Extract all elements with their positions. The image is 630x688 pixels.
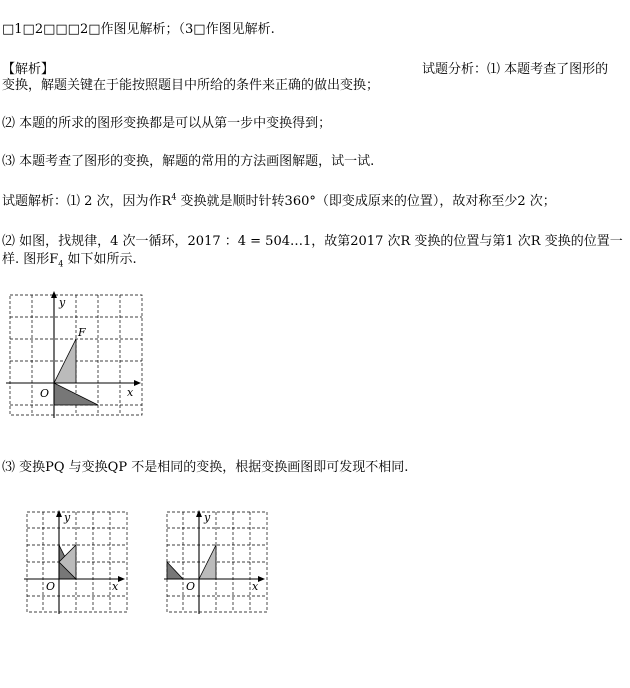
figure-qp	[155, 508, 275, 618]
x-label: x	[127, 386, 134, 399]
f-label: F	[78, 326, 86, 339]
solution-part-2-line-2	[2, 252, 137, 268]
origin-label: O	[186, 580, 196, 593]
figure-qp-right-triangle	[199, 545, 216, 579]
x-label: x	[252, 580, 259, 593]
analysis-line-2: 变换，解题关键在于能按照题目中所给的条件来正确的做出变换；	[2, 78, 380, 93]
y-label: y	[59, 296, 66, 309]
y-axis-arrow	[196, 510, 202, 517]
x-label: x	[112, 580, 119, 593]
analysis-line-3: ⑵ 本题的所求的图形变换都是可以从第一步中变换得到；	[2, 116, 332, 131]
solution-part-1	[2, 194, 556, 210]
solution-part-1-b: 变换就是顺时针转360°（即变成原来的位置），故对称至少2 次；	[176, 194, 556, 209]
solution-part-1-sup: 4	[171, 192, 177, 202]
origin-label: O	[46, 580, 56, 593]
origin-label: O	[40, 387, 50, 400]
analysis-line-4: ⑶ 本题考查了图形的变换，解题的常用的方法画图解题，试一试.	[2, 154, 375, 169]
solution-part-2-sub: 4	[58, 259, 64, 269]
answer-line: □1□2□□□2□作图见解析；（3□作图见解析.	[2, 22, 275, 37]
y-axis-arrow	[56, 510, 62, 517]
solution-part-2-a: 样. 图形F	[2, 252, 59, 267]
analysis-intro: 试题分析：⑴ 本题考查了图形的	[422, 62, 609, 77]
figure-pq	[15, 508, 135, 618]
x-axis-arrow	[134, 380, 141, 386]
solution-part-1-a: 试题解析：⑴ 2 次，因为作R	[2, 194, 172, 209]
x-axis-arrow	[258, 576, 265, 582]
solution-part-3: ⑶ 变换PQ 与变换QP 不是相同的变换，根据变换画图即可发现不相同.	[2, 460, 409, 475]
x-axis-arrow	[118, 576, 125, 582]
solution-part-2-line-1: ⑵ 如图，找规律，4 次一循环，2017 ：4 = 504…1，故第2017 次R 变换的位置与第1 次R 变换的位置一	[2, 234, 623, 249]
solution-part-2-b: 如下如所示.	[63, 252, 137, 267]
y-label: y	[204, 511, 211, 524]
figure-f4	[0, 288, 160, 428]
analysis-tag: 【解析】	[2, 62, 55, 77]
figure-qp-left-triangle	[167, 562, 183, 579]
y-label: y	[64, 511, 71, 524]
y-axis-arrow	[51, 291, 57, 298]
